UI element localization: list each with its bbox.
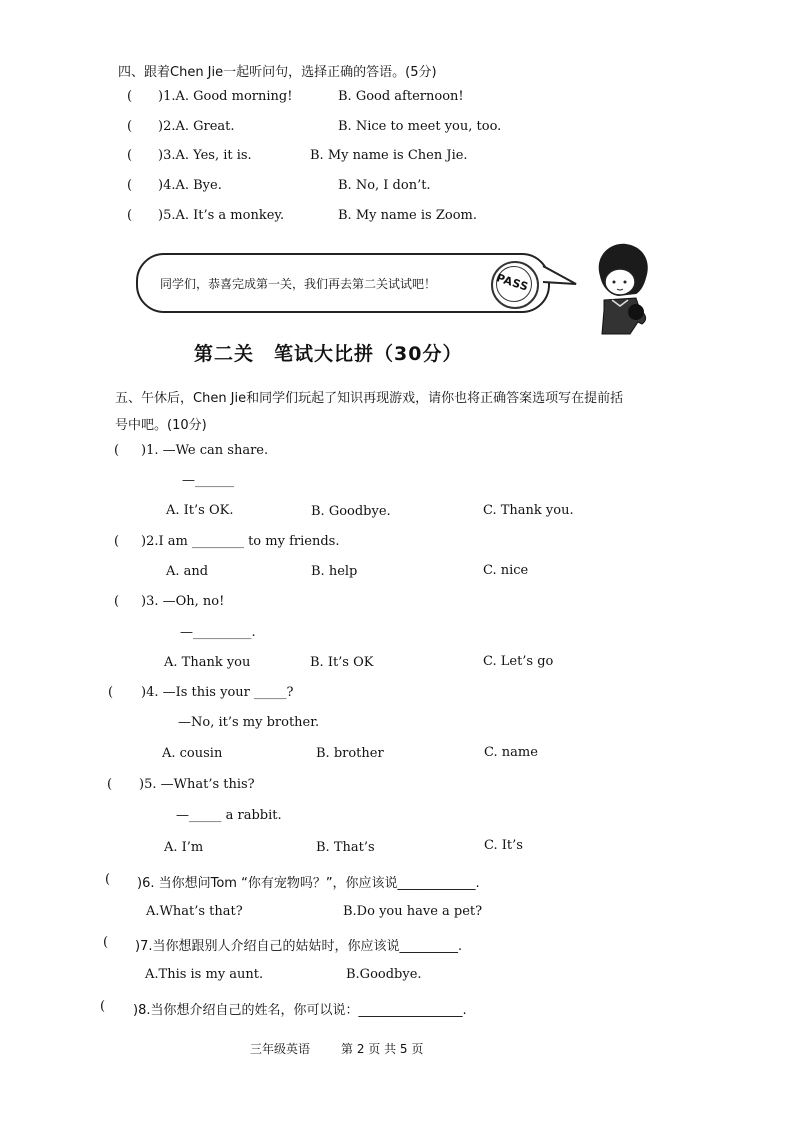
q1-answer-blank: —______ [182, 473, 234, 488]
answer-paren[interactable]: ( [108, 685, 114, 700]
s4-q3-option-b: B. My name is Chen Jie. [310, 148, 468, 163]
q1-stem: )1. —We can share. [141, 443, 269, 458]
q8-stem: )8.当你想介绍自己的姓名，你可以说：________________. [133, 1003, 467, 1018]
q7-option-a: A.This is my aunt. [145, 967, 264, 982]
cartoon-girl-icon [590, 240, 660, 336]
answer-paren[interactable]: ( [127, 208, 133, 223]
s4-q5-option-b: B. My name is Zoom. [338, 208, 477, 223]
q3-option-b: B. It’s OK [310, 655, 374, 670]
answer-paren[interactable]: ( [127, 119, 133, 134]
answer-paren[interactable]: ( [127, 89, 133, 104]
q3-stem: )3. —Oh, no! [141, 594, 225, 609]
q5-option-c: C. It’s [484, 838, 523, 853]
q5-stem: )5. —What’s this? [139, 777, 255, 792]
answer-paren[interactable]: ( [103, 935, 109, 950]
q7-option-b: B.Goodbye. [346, 967, 422, 982]
answer-paren[interactable]: ( [114, 534, 120, 549]
q6-option-b: B.Do you have a pet? [343, 904, 483, 919]
q2-option-c: C. nice [483, 563, 529, 578]
s4-q4-option-a: )4.A. Bye. [158, 178, 222, 193]
q5-option-b: B. That’s [316, 840, 375, 855]
pass-stamp [491, 261, 539, 309]
q4-stem: )4. —Is this your _____? [141, 685, 294, 700]
s4-q4-option-b: B. No, I don’t. [338, 178, 431, 193]
q3-option-c: C. Let’s go [483, 654, 554, 669]
q2-option-a: A. and [166, 564, 209, 579]
q6-stem: )6. 当你想问Tom “你有宠物吗？”，你应该说____________. [137, 876, 480, 891]
footer-subject: 三年级英语 [250, 1042, 311, 1056]
s4-q5-option-a: )5.A. It’s a monkey. [158, 208, 285, 223]
answer-paren[interactable]: ( [100, 999, 106, 1014]
q4-answer: —No, it’s my brother. [178, 715, 320, 730]
q6-option-a: A.What’s that? [146, 904, 243, 919]
q7-stem: )7.当你想跟别人介绍自己的姑姑时，你应该说_________. [135, 939, 463, 954]
s4-q2-option-b: B. Nice to meet you, too. [338, 119, 502, 134]
q2-stem: )2.I am ________ to my friends. [141, 534, 340, 549]
s4-q3-option-a: )3.A. Yes, it is. [158, 148, 252, 163]
answer-paren[interactable]: ( [127, 178, 133, 193]
q4-option-a: A. cousin [162, 746, 223, 761]
q2-option-b: B. help [311, 564, 358, 579]
bubble-text: 同学们，恭喜完成第一关，我们再去第二关试试吧！ [160, 277, 437, 291]
answer-paren[interactable]: ( [107, 777, 113, 792]
stage2-title: 第二关 笔试大比拼（30分） [194, 343, 463, 365]
footer-page-number: 第 2 页 共 5 页 [341, 1042, 424, 1056]
q1-option-b: B. Goodbye. [311, 504, 391, 519]
section4-heading: 四、跟着Chen Jie一起听问句，选择正确的答语。(5分) [118, 65, 437, 80]
s4-q1-option-a: )1.A. Good morning! [158, 89, 293, 104]
speech-bubble-tail [540, 262, 580, 288]
answer-paren[interactable]: ( [105, 872, 111, 887]
q5-answer: —_____ a rabbit. [176, 808, 282, 823]
q4-option-c: C. name [484, 745, 538, 760]
q1-option-a: A. It’s OK. [166, 503, 234, 518]
s4-q1-option-b: B. Good afternoon! [338, 89, 464, 104]
q4-option-b: B. brother [316, 746, 384, 761]
q3-answer-blank: —_________. [180, 625, 256, 640]
s4-q2-option-a: )2.A. Great. [158, 119, 235, 134]
q5-option-a: A. I’m [164, 840, 204, 855]
q1-option-c: C. Thank you. [483, 503, 574, 518]
answer-paren[interactable]: ( [114, 594, 120, 609]
answer-paren[interactable]: ( [114, 443, 120, 458]
section5-heading: 五、午休后，Chen Jie和同学们玩起了知识再现游戏，请你也将正确答案选项写在提前括 [115, 391, 624, 406]
pass-stamp-label: PASS [494, 271, 531, 294]
answer-paren[interactable]: ( [127, 148, 133, 163]
q3-option-a: A. Thank you [164, 655, 251, 670]
section5-heading-cont: 号中吧。(10分) [115, 418, 207, 433]
